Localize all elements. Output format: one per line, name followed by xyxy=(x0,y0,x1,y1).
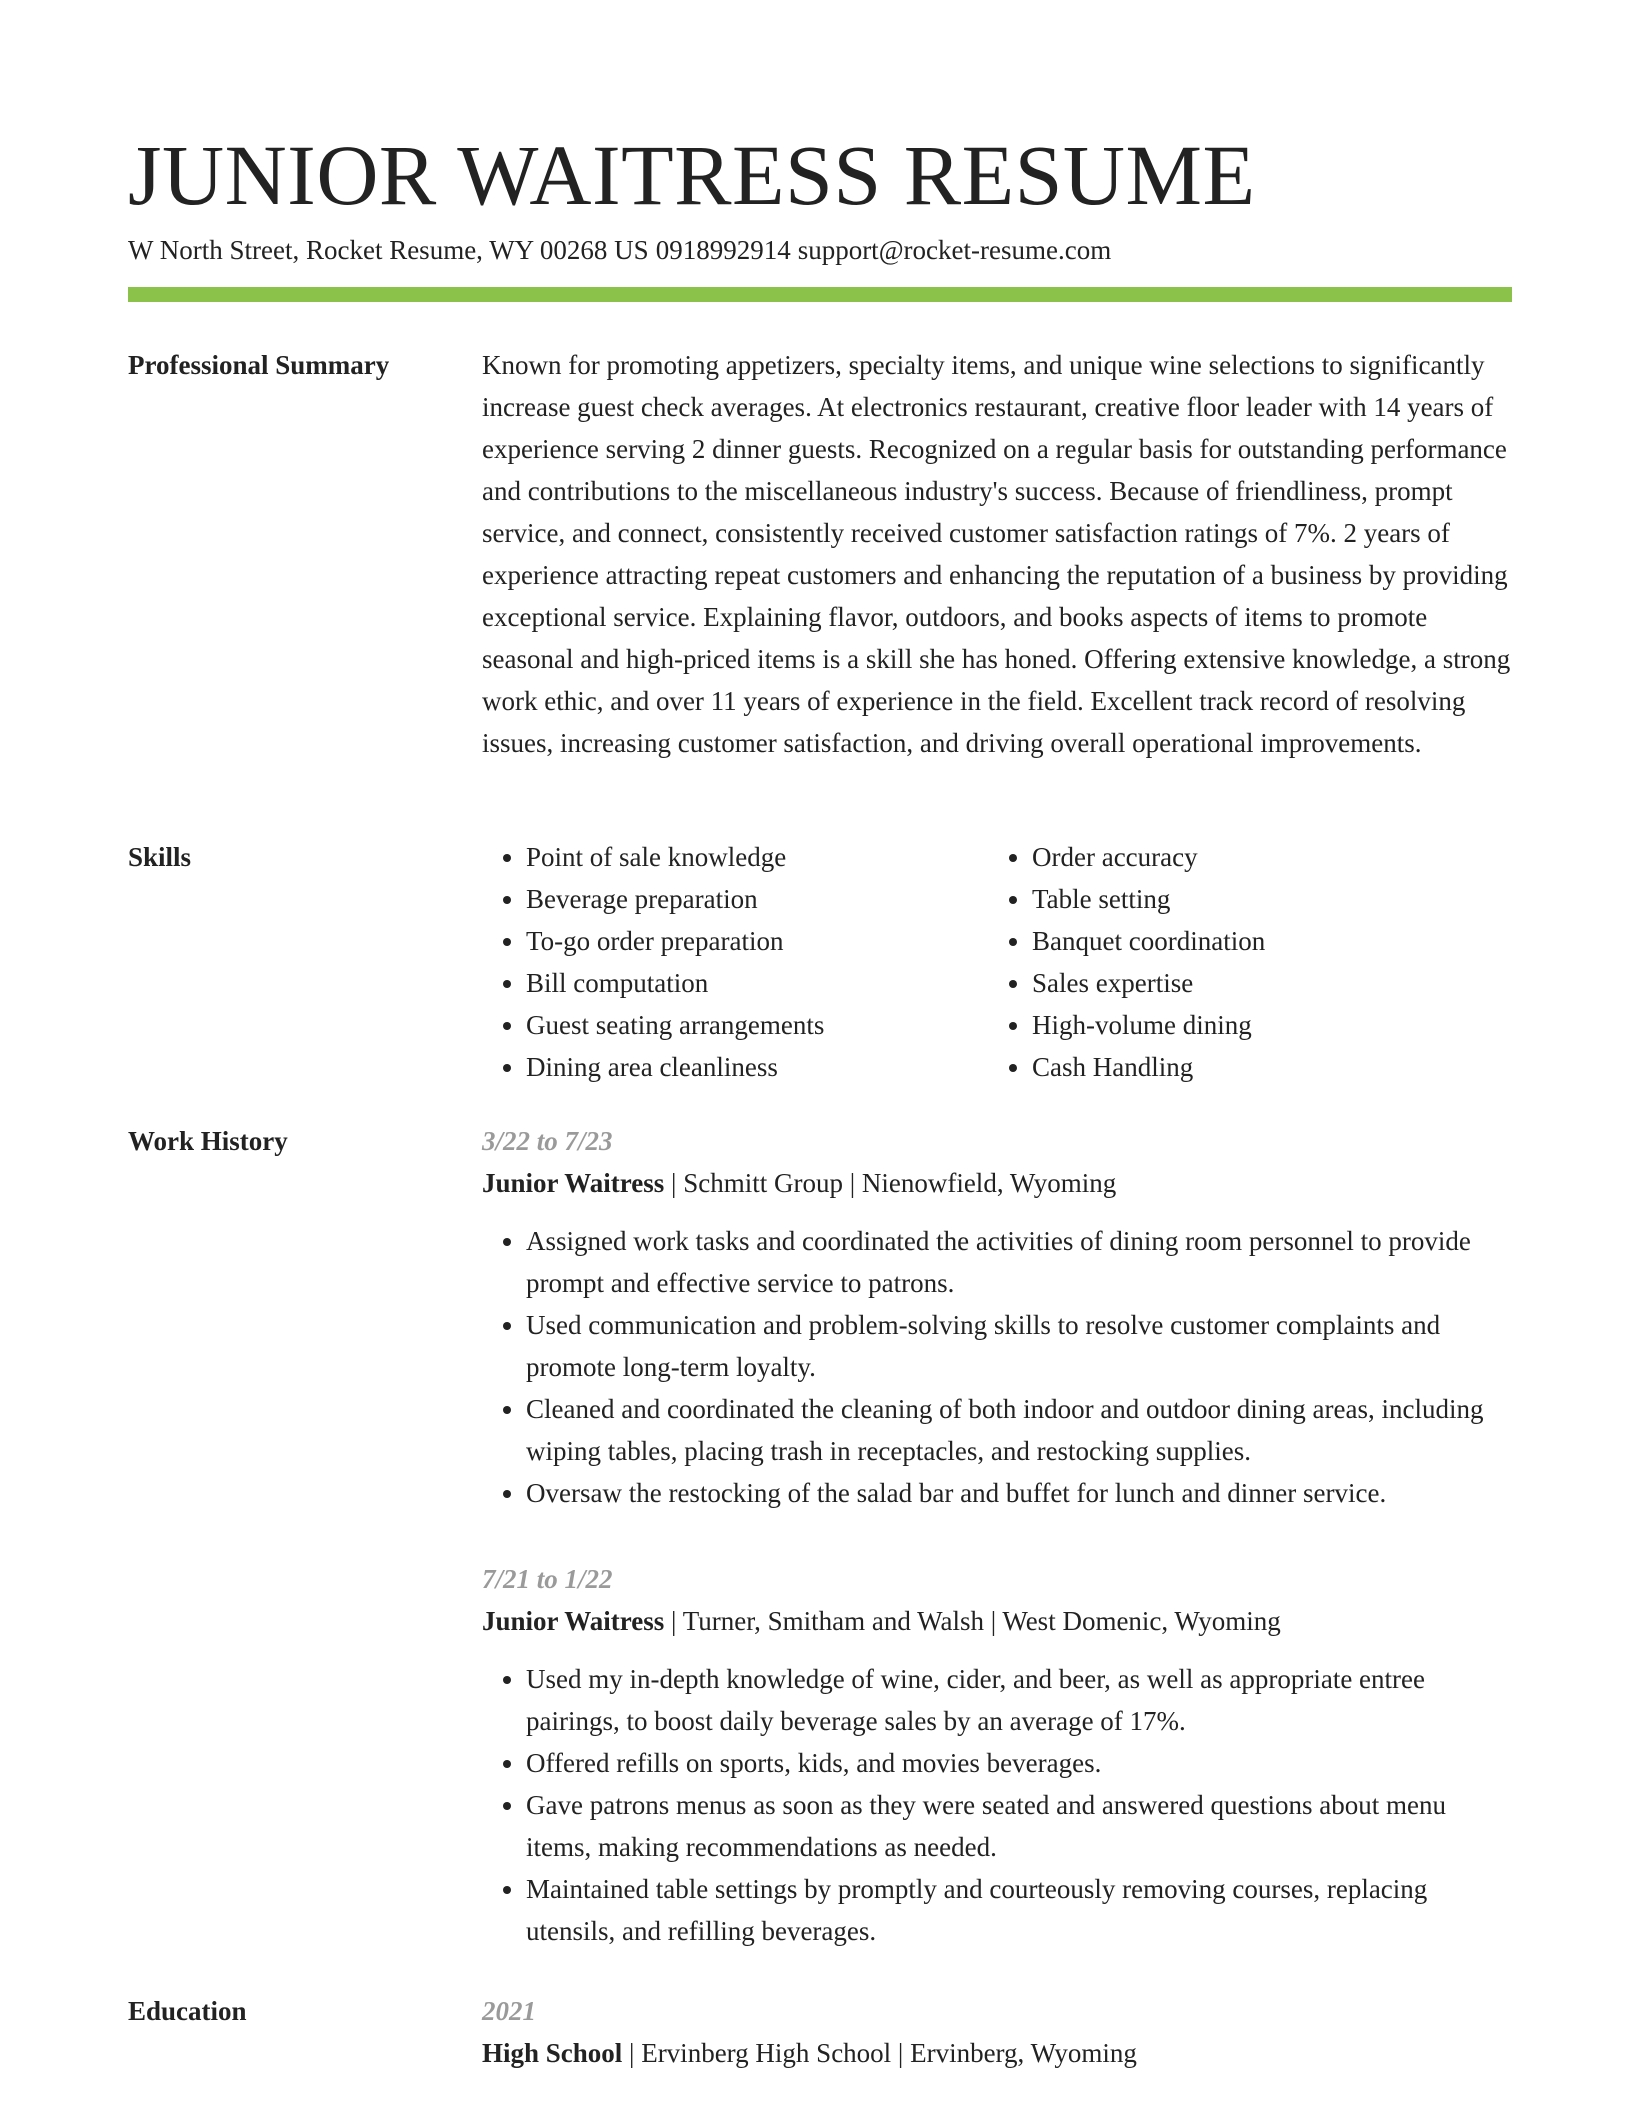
job-bullet: • Gave patrons menus as soon as they were seated and answered questions about menu items, making recommendations as needed. xyxy=(526,1784,1512,1868)
skill-item: • Sales expertise xyxy=(1032,962,1494,1004)
job-bullet: • Maintained table settings by promptly and courteously removing courses, replacing utensils, and refilling beverages. xyxy=(526,1868,1512,1952)
education-label: Education xyxy=(128,1996,247,2026)
job-dates: 3/22 to 7/23 xyxy=(482,1126,613,1156)
job-bullet: • Offered refills on sports, kids, and movies beverages. xyxy=(526,1742,1512,1784)
job-bullet-list xyxy=(482,1220,1512,1514)
education-degree: High School xyxy=(482,2038,623,2068)
job-title: Junior Waitress xyxy=(482,1606,665,1636)
education-body xyxy=(482,1990,1512,2074)
summary-text: Known for promoting appetizers, specialty items, and unique wine selections to significantly increase guest check averages. At electronics restaurant, creative floor leader with 14 years of experience serving 2 dinner guests. Recognized on a regular basis for outstanding performance and contributions to the miscellaneous industry's success. Because of friendliness, prompt service, and connect, consistently received customer satisfaction ratings of 7%. 2 years of experience attracting repeat customers and enhancing the reputation of a business by providing exceptional service. Explaining flavor, outdoors, and books aspects of items to promote seasonal and high-priced items is a skill she has honed. Offering extensive knowledge, a strong work ethic, and over 11 years of experience in the field. Excellent track record of resolving issues, increasing customer satisfaction, and driving overall operational improvements. xyxy=(482,350,1511,758)
skill-item: • Beverage preparation xyxy=(526,878,988,920)
skill-item: • Table setting xyxy=(1032,878,1494,920)
skill-item: • To-go order preparation xyxy=(526,920,988,962)
job-bullet: • Assigned work tasks and coordinated the activities of dining room personnel to provide prompt and effective service to patrons. xyxy=(526,1220,1512,1304)
education-heading xyxy=(482,2032,1512,2074)
contact-email: support@rocket-resume.com xyxy=(797,235,1112,265)
job-dates: 7/21 to 1/22 xyxy=(482,1564,613,1594)
skill-item: • High-volume dining xyxy=(1032,1004,1494,1046)
job-details: | Schmitt Group | Nienowfield, Wyoming xyxy=(664,1168,1117,1198)
job-bullet: • Cleaned and coordinated the cleaning of both indoor and outdoor dining areas, including wiping tables, placing trash in receptacles, and restocking supplies. xyxy=(526,1388,1512,1472)
resume-title: JUNIOR WAITRESS RESUME xyxy=(128,127,1256,223)
skill-item: • Dining area cleanliness xyxy=(526,1046,988,1088)
job-bullet: • Oversaw the restocking of the salad bar and buffet for lunch and dinner service. xyxy=(526,1472,1512,1514)
skills-list-left xyxy=(482,836,988,1088)
job-heading xyxy=(482,1162,1512,1204)
job-title: Junior Waitress xyxy=(482,1168,665,1198)
job-entry xyxy=(482,1120,1512,1514)
work-history-label: Work History xyxy=(128,1126,288,1156)
contact-address: W North Street, Rocket Resume, WY 00268 US xyxy=(128,235,649,265)
skill-item: • Guest seating arrangements xyxy=(526,1004,988,1046)
skill-item: • Cash Handling xyxy=(1032,1046,1494,1088)
education-details: | Ervinberg High School | Ervinberg, Wyoming xyxy=(622,2038,1137,2068)
job-bullet: • Used communication and problem-solving skills to resolve customer complaints and promote long-term loyalty. xyxy=(526,1304,1512,1388)
job-bullet-list xyxy=(482,1658,1512,1952)
summary-label: Professional Summary xyxy=(128,350,390,380)
skill-item: • Banquet coordination xyxy=(1032,920,1494,962)
skills-label: Skills xyxy=(128,842,192,872)
work-history-body xyxy=(482,1120,1512,1996)
contact-line xyxy=(128,232,1111,268)
skill-item: • Order accuracy xyxy=(1032,836,1494,878)
job-entry xyxy=(482,1558,1512,1952)
skill-item: • Point of sale knowledge xyxy=(526,836,988,878)
skill-item: • Bill computation xyxy=(526,962,988,1004)
education-dates: 2021 xyxy=(482,1996,536,2026)
skills-body xyxy=(482,836,1512,1088)
summary-body xyxy=(482,344,1512,764)
contact-phone: 0918992914 xyxy=(655,235,791,265)
job-heading xyxy=(482,1600,1512,1642)
job-bullet: • Used my in-depth knowledge of wine, cider, and beer, as well as appropriate entree pairings, to boost daily beverage sales by an average of 17%. xyxy=(526,1658,1512,1742)
skills-list-right xyxy=(988,836,1494,1088)
job-details: | Turner, Smitham and Walsh | West Domenic, Wyoming xyxy=(664,1606,1281,1636)
header-divider xyxy=(128,287,1512,302)
